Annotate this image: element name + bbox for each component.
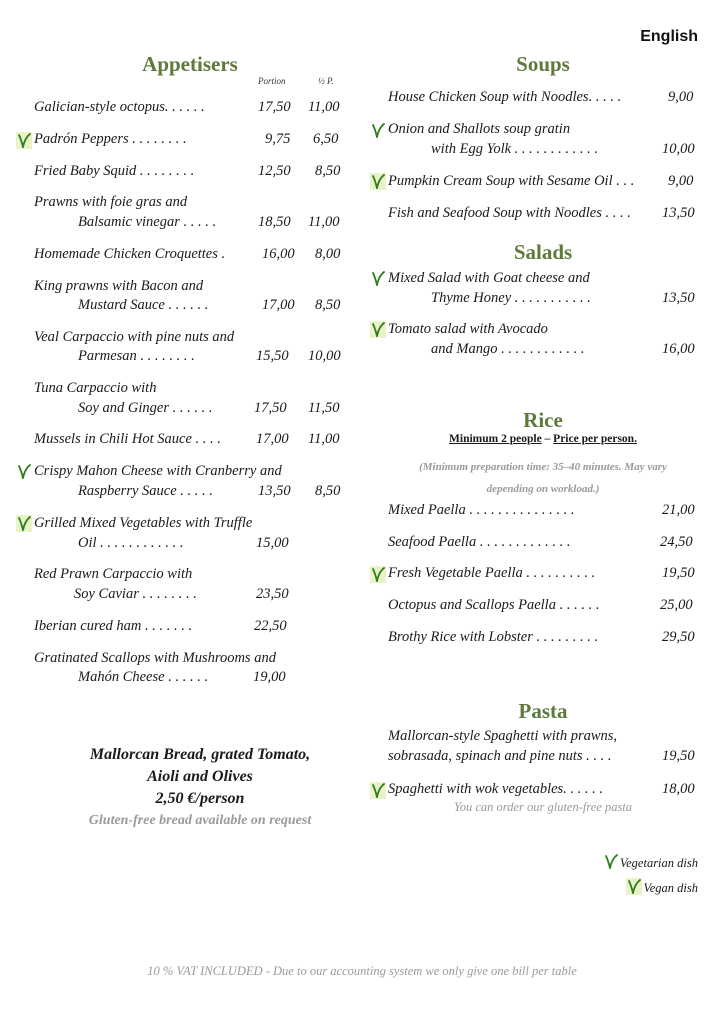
vegan-leaf-icon [16, 132, 32, 149]
menu-item-name: Padrón Peppers . . . . . . . . [34, 131, 187, 147]
vegan-leaf-icon [370, 321, 386, 338]
menu-item-price: 12,50 [258, 163, 291, 179]
menu-item-price: 22,50 [254, 618, 287, 634]
vegetarian-leaf-icon [370, 270, 386, 287]
menu-item-half-price: 6,50 [313, 131, 339, 147]
menu-item-half-price: 10,00 [308, 348, 341, 364]
menu-item-name: Spaghetti with wok vegetables. . . . . . [388, 781, 604, 797]
menu-item-name-cont: Mustard Sauce . . . . . . [78, 297, 209, 313]
menu-item-half-price: 8,50 [315, 483, 341, 499]
gluten-free-pasta-note: You can order our gluten-free pasta [453, 800, 633, 814]
vegetarian-leaf-icon [370, 122, 386, 139]
menu-item-name: Onion and Shallots soup gratin [388, 121, 571, 137]
menu-item-price: 13,50 [662, 290, 695, 306]
menu-item-name-cont: Oil . . . . . . . . . . . . [78, 535, 184, 551]
vegetarian-leaf-icon [16, 463, 32, 480]
menu-item-price: 15,00 [256, 535, 289, 551]
menu-item-price: 9,00 [668, 89, 694, 105]
rice-prep-note [370, 456, 716, 500]
menu-item-price: 18,50 [258, 214, 291, 230]
menu-item-name: Iberian cured ham . . . . . . . [34, 618, 193, 634]
gluten-free-bread-note: Gluten-free bread available on request [88, 813, 312, 828]
menu-item-name: Pumpkin Cream Soup with Sesame Oil . . . [388, 173, 635, 189]
menu-item-name: Prawns with foie gras and [34, 194, 188, 210]
rice-min-people: Minimum 2 people [449, 433, 542, 445]
menu-item-name-cont: Thyme Honey . . . . . . . . . . . [431, 290, 591, 306]
menu-item-price: 23,50 [256, 586, 289, 602]
menu-item-half-price: 11,00 [308, 214, 340, 230]
bread-block [20, 744, 380, 832]
menu-item-name-cont: Parmesan . . . . . . . . [78, 348, 195, 364]
legend-vegetarian [603, 853, 698, 871]
menu-item-name: Galician-style octopus. . . . . . [34, 99, 205, 115]
col-half-header: ½ P. [318, 76, 334, 86]
menu-item-price: 17,50 [258, 99, 291, 115]
menu-item-name: Fresh Vegetable Paella . . . . . . . . . . [388, 565, 596, 581]
menu-item-price: 9,75 [265, 131, 291, 147]
menu-item-name: Octopus and Scallops Paella . . . . . . [388, 597, 600, 613]
menu-item-price: 15,50 [256, 348, 289, 364]
menu-item-half-price: 8,50 [315, 297, 341, 313]
rice-note-line-2: depending on workload.) [486, 483, 600, 495]
menu-item-half-price: 11,00 [308, 431, 340, 447]
menu-item-price: 19,50 [662, 748, 695, 764]
menu-item-price: 13,50 [662, 205, 695, 221]
vegan-leaf-icon [370, 782, 386, 799]
bread-price: 2,50 €/person [155, 790, 245, 807]
menu-item-name-cont: with Egg Yolk . . . . . . . . . . . . [431, 141, 599, 157]
menu-item-price: 19,50 [662, 565, 695, 581]
menu-item-name: King prawns with Bacon and [34, 278, 204, 294]
menu-item-name: Mallorcan-style Spaghetti with prawns, [388, 728, 618, 744]
menu-item-price: 16,00 [662, 341, 695, 357]
menu-item-name-cont: Balsamic vinegar . . . . . [78, 214, 217, 230]
menu-item-price: 17,50 [254, 400, 287, 416]
bread-line-2: Aioli and Olives [147, 768, 253, 785]
menu-item-name: Veal Carpaccio with pine nuts and [34, 329, 235, 345]
vat-footer-note: 10 % VAT INCLUDED - Due to our accounting system we only give one bill per table [147, 964, 577, 978]
rice-conditions [370, 433, 716, 445]
language-label[interactable]: English [640, 28, 698, 45]
legend-vegan [626, 878, 698, 896]
menu-item-price: 19,00 [253, 669, 286, 685]
menu-item-half-price: 8,50 [315, 163, 341, 179]
rice-price-per-person: Price per person. [553, 433, 637, 445]
menu-item-name-cont: and Mango . . . . . . . . . . . . [431, 341, 585, 357]
soups-heading: Soups [516, 52, 570, 76]
rice-dash: – [541, 433, 554, 445]
menu-item-name: Tomato salad with Avocado [388, 321, 548, 337]
pasta-heading: Pasta [518, 699, 568, 723]
rice-heading: Rice [523, 408, 563, 432]
menu-item-name: Grilled Mixed Vegetables with Truffle [34, 515, 253, 531]
vegan-leaf-icon [16, 515, 32, 532]
menu-item-name: Tuna Carpaccio with [34, 380, 157, 396]
appetisers-heading: Appetisers [142, 52, 238, 76]
menu-item-name-cont: Mahón Cheese . . . . . . [78, 669, 209, 685]
menu-item-price: 29,50 [662, 629, 695, 645]
col-portion-header: Portion [258, 76, 286, 86]
menu-item-price: 24,50 [660, 534, 693, 550]
salads-heading: Salads [513, 240, 573, 264]
menu-item-name: Red Prawn Carpaccio with [34, 566, 193, 582]
menu-item-price: 17,00 [262, 297, 295, 313]
legend-vegetarian-label: Vegetarian dish [619, 856, 698, 870]
vegan-leaf-icon [370, 173, 386, 190]
vegetarian-leaf-icon [603, 853, 619, 870]
menu-item-name-cont: Soy Caviar . . . . . . . . [74, 586, 197, 602]
menu-item-price: 18,00 [662, 781, 695, 797]
menu-item-name-cont: Raspberry Sauce . . . . . [78, 483, 213, 499]
menu-item-half-price: 8,00 [315, 246, 341, 262]
menu-item-name: Brothy Rice with Lobster . . . . . . . . . [388, 629, 599, 645]
menu-item-price: 17,00 [256, 431, 289, 447]
vegan-leaf-icon [626, 878, 642, 895]
rice-note-line-1: (Minimum preparation time: 35–40 minutes. May vary [419, 461, 667, 473]
menu-item-name: Gratinated Scallops with Mushrooms and [34, 650, 276, 666]
menu-item-half-price: 11,00 [308, 99, 340, 115]
menu-item-name: Mixed Paella . . . . . . . . . . . . . . . [388, 502, 575, 518]
menu-item-name: Mixed Salad with Goat cheese and [388, 270, 590, 286]
menu-item-name: Mussels in Chili Hot Sauce . . . . [34, 431, 221, 447]
menu-item-name: Homemade Chicken Croquettes . [34, 246, 226, 262]
menu-item-half-price: 11,50 [308, 400, 340, 416]
menu-item-name: Crispy Mahon Cheese with Cranberry and [34, 463, 282, 479]
menu-item-name-cont: Soy and Ginger . . . . . . [78, 400, 213, 416]
vegan-leaf-icon [370, 566, 386, 583]
menu-item-price: 21,00 [662, 502, 695, 518]
bread-line-1: Mallorcan Bread, grated Tomato, [89, 746, 311, 763]
menu-item-name: Fried Baby Squid . . . . . . . . [34, 163, 195, 179]
menu-item-name: Fish and Seafood Soup with Noodles . . . . [388, 205, 631, 221]
menu-item-price: 9,00 [668, 173, 694, 189]
menu-item-name: Seafood Paella . . . . . . . . . . . . . [388, 534, 571, 550]
legend-vegan-label: Vegan dish [643, 881, 698, 895]
menu-item-price: 25,00 [660, 597, 693, 613]
menu-item-name: House Chicken Soup with Noodles. . . . . [388, 89, 622, 105]
menu-item-price: 10,00 [662, 141, 695, 157]
menu-item-price: 13,50 [258, 483, 291, 499]
menu-item-name-cont: sobrasada, spinach and pine nuts . . . . [388, 748, 612, 764]
menu-item-price: 16,00 [262, 246, 295, 262]
